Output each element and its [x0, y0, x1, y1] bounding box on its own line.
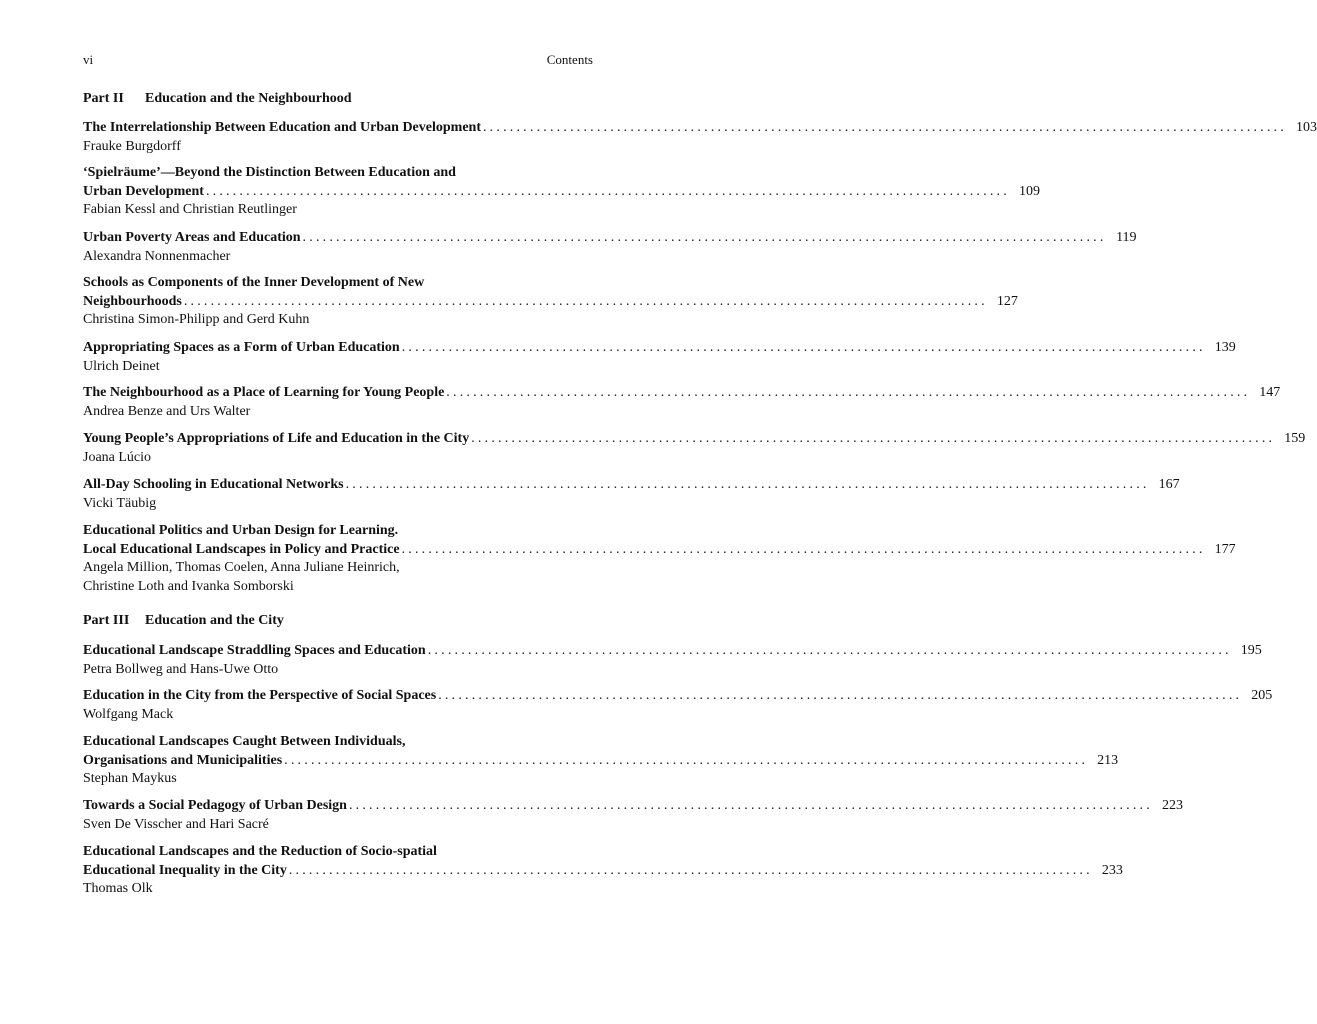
leader-dots: ........................................................................................................................ [482, 120, 1287, 135]
entry-title: Educational Inequality in the City [83, 862, 287, 878]
entry-page-number: 205 [1251, 688, 1273, 703]
entry-title-row [83, 293, 1018, 312]
entry-authors: Stephan Maykus [83, 771, 177, 786]
leader-dots: ........................................................................................................................ [438, 688, 1243, 703]
entry-title: All-Day Schooling in Educational Networks [83, 477, 344, 492]
part-title: Education and the Neighbourhood [145, 91, 352, 106]
leader-dots: ........................................................................................................................ [288, 862, 1093, 878]
entry-title: Education in the City from the Perspective of Social Spaces [83, 688, 437, 703]
entry-title-row [83, 476, 1180, 495]
leader-dots: ........................................................................................................................ [427, 643, 1232, 658]
entry-page-number: 233 [1101, 862, 1123, 878]
entry-authors: Andrea Benze and Urs Walter [83, 403, 251, 419]
entry-page-number: 195 [1240, 643, 1262, 658]
running-title: Contents [546, 52, 593, 67]
entry-title-row [83, 430, 1306, 449]
entry-authors: Ulrich Deinet [83, 358, 160, 374]
toc-entry[interactable] [83, 164, 1040, 220]
entry-authors: Wolfgang Mack [83, 706, 174, 722]
entry-title: Appropriating Spaces as a Form of Urban Education [83, 340, 400, 355]
entry-page-number: 177 [1214, 541, 1236, 557]
entry-title-row [83, 862, 1123, 881]
entry-title: Towards a Social Pedagogy of Urban Design [83, 798, 347, 813]
toc-entry[interactable] [83, 119, 1317, 156]
entry-title: The Neighbourhood as a Place of Learning for Young People [83, 385, 445, 400]
toc-entry[interactable] [83, 797, 1183, 834]
entry-authors: Vicki Täubig [83, 495, 157, 511]
entry-title: Urban Poverty Areas and Education [83, 230, 301, 245]
entry-title-row [83, 119, 1317, 138]
leader-dots: ........................................................................................................................ [183, 293, 988, 309]
entry-title-row [83, 339, 1236, 358]
entry-authors: Christina Simon-Philipp and Gerd Kuhn [83, 312, 310, 327]
entry-title-line: Educational Landscapes Caught Between Individuals, [83, 734, 406, 749]
entry-title-row [83, 642, 1262, 661]
entry-title: Educational Landscape Straddling Spaces and Education [83, 643, 426, 658]
toc-entry[interactable] [83, 687, 1273, 724]
leader-dots: ........................................................................................................................ [205, 183, 1010, 199]
part-heading [83, 613, 284, 629]
entry-authors: Angela Million, Thomas Coelen, Anna Juliane Heinrich, [83, 560, 400, 575]
entry-title-row [83, 384, 1281, 403]
part-number: Part II [83, 91, 124, 106]
part-heading [83, 91, 352, 107]
leader-dots: ........................................................................................................................ [401, 541, 1206, 557]
toc-entry[interactable] [83, 229, 1137, 266]
entry-title: The Interrelationship Between Education and Urban Development [83, 120, 481, 135]
entry-title-line: ‘Spielräume’—Beyond the Distinction Between Education and [83, 165, 456, 180]
entry-page-number: 127 [996, 293, 1018, 309]
toc-entry[interactable] [83, 430, 1306, 467]
entry-title: Urban Development [83, 183, 204, 199]
toc-entry[interactable] [83, 476, 1180, 513]
entry-title-line: Educational Landscapes and the Reduction of Socio-spatial [83, 844, 437, 859]
toc-entry[interactable] [83, 522, 1236, 596]
entry-page-number: 103 [1295, 120, 1317, 135]
entry-page-number: 223 [1161, 798, 1183, 813]
entry-title-row [83, 687, 1273, 706]
leader-dots: ........................................................................................................................ [471, 431, 1276, 446]
entry-page-number: 159 [1284, 431, 1306, 446]
entry-page-number: 167 [1158, 477, 1180, 492]
leader-dots: ........................................................................................................................ [401, 340, 1206, 355]
entry-title-line: Educational Politics and Urban Design for Learning. [83, 523, 399, 538]
toc-entry[interactable] [83, 843, 1123, 899]
toc-entry[interactable] [83, 274, 1018, 330]
entry-authors: Christine Loth and Ivanka Somborski [83, 578, 294, 594]
entry-title: Young People’s Appropriations of Life and Education in the City [83, 431, 470, 446]
entry-page-number: 119 [1116, 230, 1137, 245]
entry-authors: Fabian Kessl and Christian Reutlinger [83, 202, 297, 217]
entry-title-row [83, 229, 1137, 248]
entry-title-line: Schools as Components of the Inner Development of New [83, 275, 425, 290]
entry-authors: Frauke Burgdorff [83, 138, 181, 154]
leader-dots: ........................................................................................................................ [284, 752, 1089, 768]
toc-entry[interactable] [83, 339, 1236, 376]
entry-authors: Alexandra Nonnenmacher [83, 248, 231, 264]
entry-page-number: 109 [1018, 183, 1040, 199]
entry-title: Organisations and Municipalities [83, 752, 283, 768]
entry-page-number: 139 [1214, 340, 1236, 355]
leader-dots: ........................................................................................................................ [348, 798, 1153, 813]
entry-page-number: 147 [1259, 385, 1281, 400]
entry-title-row [83, 797, 1183, 816]
entry-title-row [83, 183, 1040, 202]
entry-title: Neighbourhoods [83, 293, 182, 309]
leader-dots: ........................................................................................................................ [446, 385, 1251, 400]
entry-authors: Thomas Olk [83, 881, 153, 896]
entry-title-row [83, 752, 1119, 771]
part-title: Education and the City [145, 613, 284, 628]
entry-authors: Sven De Visscher and Hari Sacré [83, 816, 269, 832]
part-number: Part III [83, 613, 130, 628]
entry-authors: Petra Bollweg and Hans-Uwe Otto [83, 661, 279, 677]
toc-entry[interactable] [83, 733, 1119, 789]
entry-page-number: 213 [1097, 752, 1119, 768]
entry-authors: Joana Lúcio [83, 449, 152, 465]
toc-entry[interactable] [83, 642, 1262, 679]
toc-entry[interactable] [83, 384, 1281, 421]
page-number: vi [83, 52, 94, 67]
entry-title: Local Educational Landscapes in Policy and Practice [83, 541, 400, 557]
entry-title-row [83, 541, 1236, 560]
leader-dots: ........................................................................................................................ [345, 477, 1150, 492]
leader-dots: ........................................................................................................................ [302, 230, 1107, 245]
